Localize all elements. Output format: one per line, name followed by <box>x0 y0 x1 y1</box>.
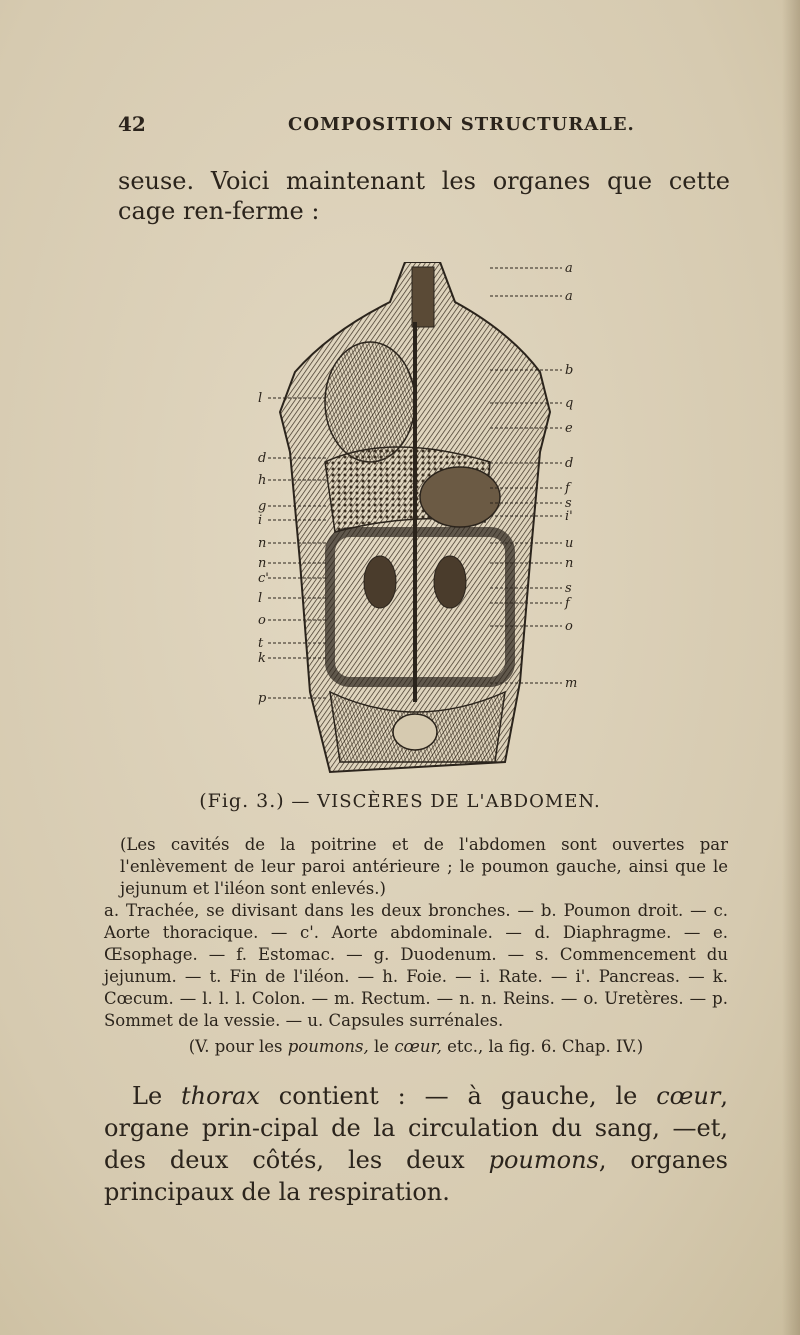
label-right-11: s <box>565 581 572 596</box>
label-right-14: m <box>565 676 578 691</box>
figure-caption <box>0 790 800 812</box>
p1-b: contient : — à gauche, le <box>259 1082 657 1110</box>
caption-dash: — <box>284 791 318 812</box>
label-left-2: h <box>258 473 267 488</box>
label-left-10: t <box>258 636 264 651</box>
label-right-0: a <box>565 262 573 276</box>
page-header <box>118 112 728 142</box>
label-left-0: l <box>258 391 263 406</box>
p1-d: , organes principaux de la respiration. <box>104 1146 729 1206</box>
label-left-11: k <box>258 651 266 666</box>
label-right-9: u <box>565 536 574 551</box>
label-right-4: e <box>565 421 573 436</box>
label-right-7: s <box>565 496 572 511</box>
legend-intro: (Les cavités de la poitrine et de l'abdomen sont ouvertes par l'enlèvement de leur paroi antérieure ; le poumon gauche, ainsi que le jejunum et l'iléon sont enlevés.) <box>120 835 728 898</box>
ref-prefix: (V. pour les <box>188 1037 288 1056</box>
figure-legend <box>104 834 728 1058</box>
label-left-3: g <box>258 499 267 514</box>
label-right-1: a <box>565 289 573 304</box>
term-thorax: thorax <box>181 1082 260 1110</box>
label-right-8: i' <box>565 509 573 524</box>
label-left-4: i <box>258 513 263 528</box>
thorax-paragraph <box>104 1080 728 1208</box>
figure-title: VISCÈRES DE L'ABDOMEN. <box>317 791 601 812</box>
label-right-5: d <box>565 456 574 471</box>
label-left-5: n <box>258 536 267 551</box>
legend-reference <box>104 1036 728 1058</box>
label-left-8: l <box>258 591 263 606</box>
label-right-3: q <box>565 396 574 411</box>
label-left-1: d <box>258 451 267 466</box>
label-left-7: c' <box>258 571 269 586</box>
figure-number: (Fig. 3.) <box>199 790 285 812</box>
label-right-10: n <box>565 556 574 571</box>
ref-word-coeur: cœur, <box>394 1037 442 1056</box>
label-left-9: o <box>258 613 266 628</box>
ref-suffix: etc., la fig. 6. Chap. IV.) <box>441 1037 644 1056</box>
running-title: COMPOSITION STRUCTURALE. <box>288 114 635 135</box>
ref-mid: le <box>368 1037 395 1056</box>
bottom-paragraph <box>104 1080 728 1208</box>
legend-items: a. Trachée, se divisant dans les deux bronches. — b. Poumon droit. — c. Aorte thoracique. — c'. Aorte abdominale. — d. Diaphragme. — e. Œsophage. — f. Estomac. — g. Duodenum. — s. Commencement du jejunum. — t. Fin de l'iléon. — h. Foie. — i. Rate. — i'. Pancreas. — k. Cœcum. — l. l. l. Colon. — m. Rectum. — n. n. Reins. — o. Uretères. — p. Sommet de la vessie. — u. Capsules surrénales. <box>104 901 728 1030</box>
ref-word-poumons: poumons, <box>287 1037 369 1056</box>
label-left-12: p <box>258 691 267 706</box>
label-right-6: f <box>565 481 570 496</box>
top-paragraph: seuse. Voici maintenant les organes que cette cage ren-ferme : <box>118 167 730 225</box>
page-number: 42 <box>118 112 146 136</box>
label-right-2: b <box>565 363 574 378</box>
abdomen-engraving <box>240 262 590 782</box>
term-coeur: cœur <box>656 1082 721 1110</box>
label-right-13: o <box>565 619 573 634</box>
anatomical-figure <box>240 262 590 782</box>
term-poumons: poumons <box>488 1146 599 1174</box>
p1-a: Le <box>132 1082 182 1110</box>
p1-c: , organe prin-cipal de la circulation du sang, —et, des deux côtés, les deux <box>104 1082 728 1174</box>
page-edge-shadow <box>782 0 800 1335</box>
label-right-12: f <box>565 596 570 611</box>
label-left-6: n <box>258 556 267 571</box>
